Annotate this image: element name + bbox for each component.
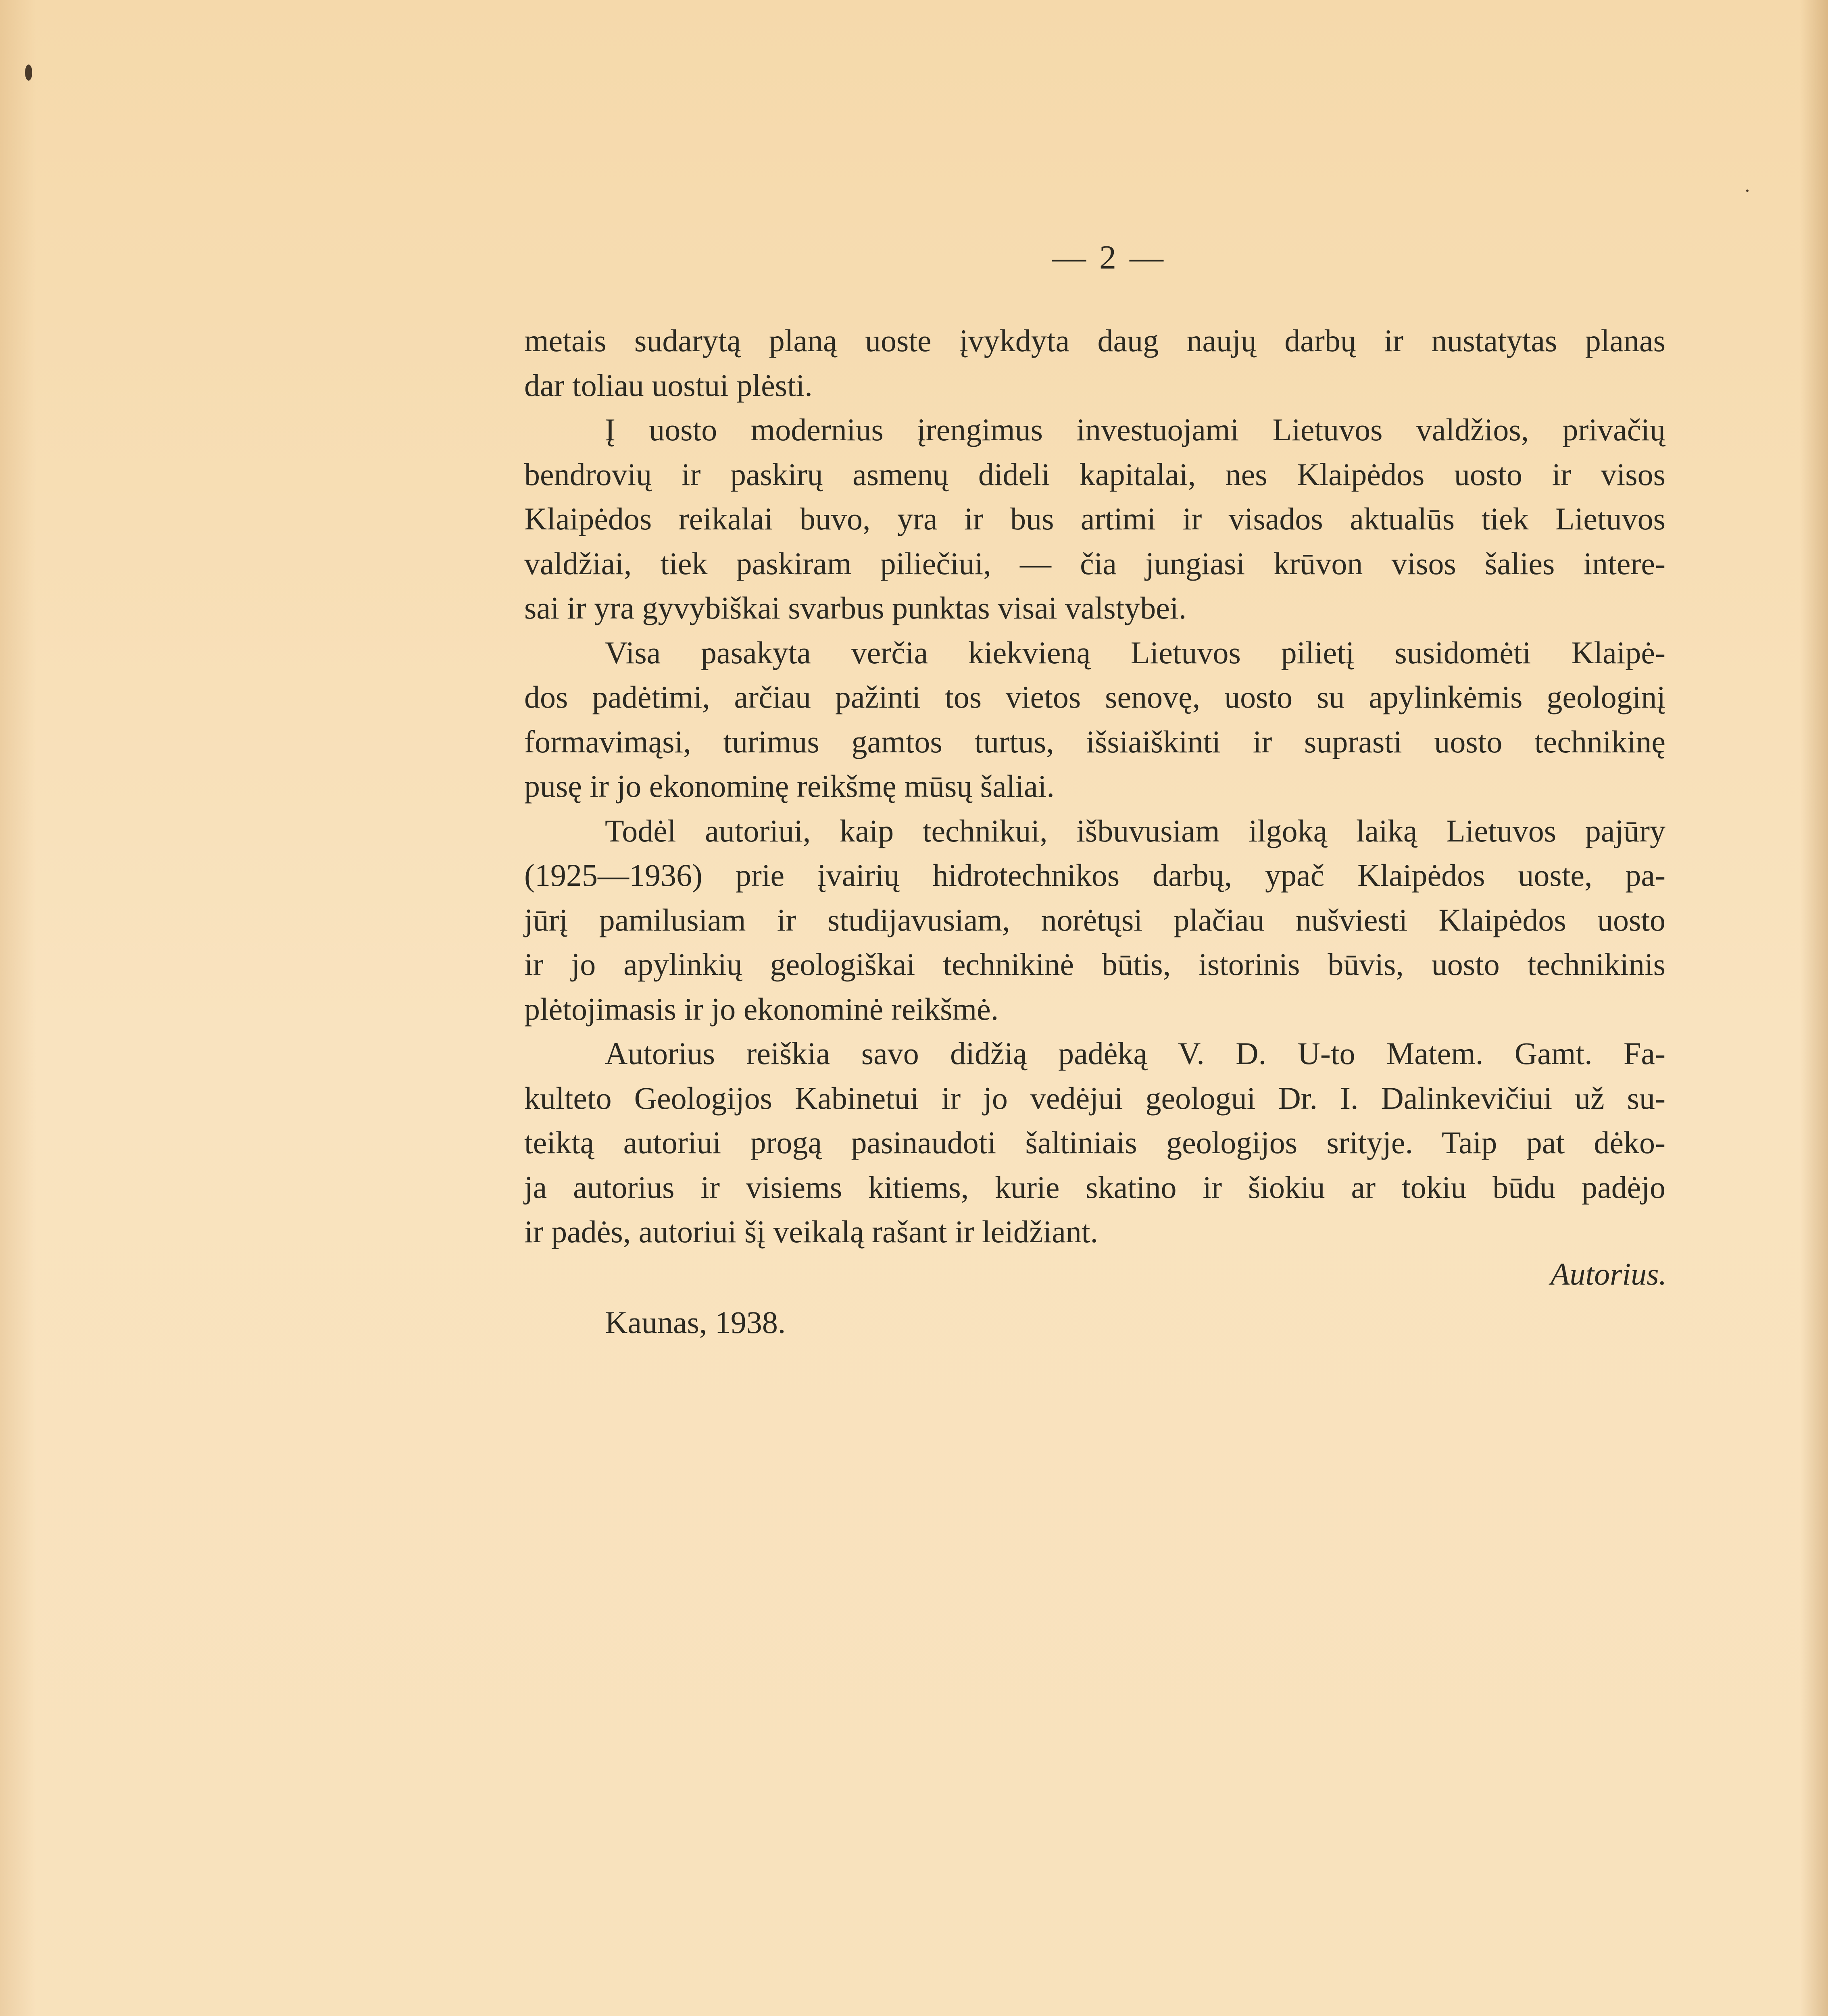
text-line: Visa pasakyta verčia kiekvieną Lietuvos pilietį susidomėti Klaipė- <box>605 635 1665 670</box>
author-signature: Autorius. <box>1550 1256 1667 1291</box>
text-line: plėtojimasis ir jo ekonominė reikšmė. <box>524 991 999 1027</box>
paper-speck <box>1746 190 1749 192</box>
text-line: kulteto Geologijos Kabinetui ir jo vedėjui geologui Dr. I. Dalinkevičiui už su- <box>524 1080 1665 1116</box>
text-line: dar toliau uostui plėsti. <box>524 367 813 403</box>
text-line: Autorius reiškia savo didžią padėką V. D. U-to Matem. Gamt. Fa- <box>605 1036 1665 1071</box>
text-line: (1925—1936) prie įvairių hidrotechnikos darbų, ypač Klaipėdos uoste, pa- <box>524 858 1665 893</box>
text-line: valdžiai, tiek paskiram piliečiui, — čia jungiasi krūvon visos šalies intere- <box>524 546 1665 581</box>
text-line: formavimąsi, turimus gamtos turtus, išsiaiškinti ir suprasti uosto technikinę <box>524 724 1665 759</box>
body-text <box>524 319 1665 1254</box>
text-line: jūrį pamilusiam ir studijavusiam, norėtųsi plačiau nušviesti Klaipėdos uosto <box>524 902 1665 937</box>
text-line: dos padėtimi, arčiau pažinti tos vietos senovę, uosto su apylinkėmis geologinį <box>524 679 1665 714</box>
text-line: Į uosto modernius įrengimus investuojami Lietuvos valdžios, privačių <box>605 412 1665 447</box>
page-number: — 2 — <box>1052 239 1166 276</box>
text-line: ir padės, autoriui šį veikalą rašant ir leidžiant. <box>524 1214 1098 1249</box>
text-line: Todėl autoriui, kaip technikui, išbuvusiam ilgoką laiką Lietuvos pajūry <box>605 813 1665 848</box>
text-line: Klaipėdos reikalai buvo, yra ir bus artimi ir visados aktualūs tiek Lietuvos <box>524 501 1665 536</box>
text-line: metais sudarytą planą uoste įvykdyta daug naujų darbų ir nustatytas planas <box>524 323 1665 358</box>
text-line: bendrovių ir paskirų asmenų dideli kapitalai, nes Klaipėdos uosto ir visos <box>524 456 1665 492</box>
text-line: ja autorius ir visiems kitiems, kurie skatino ir šiokiu ar tokiu būdu padėjo <box>524 1169 1665 1205</box>
place-date: Kaunas, 1938. <box>605 1305 786 1340</box>
text-line: sai ir yra gyvybiškai svarbus punktas visai valstybei. <box>524 590 1187 625</box>
text-line: teiktą autoriui progą pasinaudoti šaltiniais geologijos srityje. Taip pat dėko- <box>524 1125 1665 1160</box>
paper-speck <box>25 65 32 81</box>
text-line: pusę ir jo ekonominę reikšmę mūsų šaliai. <box>524 768 1055 804</box>
text-line: ir jo apylinkių geologiškai technikinė būtis, istorinis būvis, uosto technikinis <box>524 947 1665 982</box>
